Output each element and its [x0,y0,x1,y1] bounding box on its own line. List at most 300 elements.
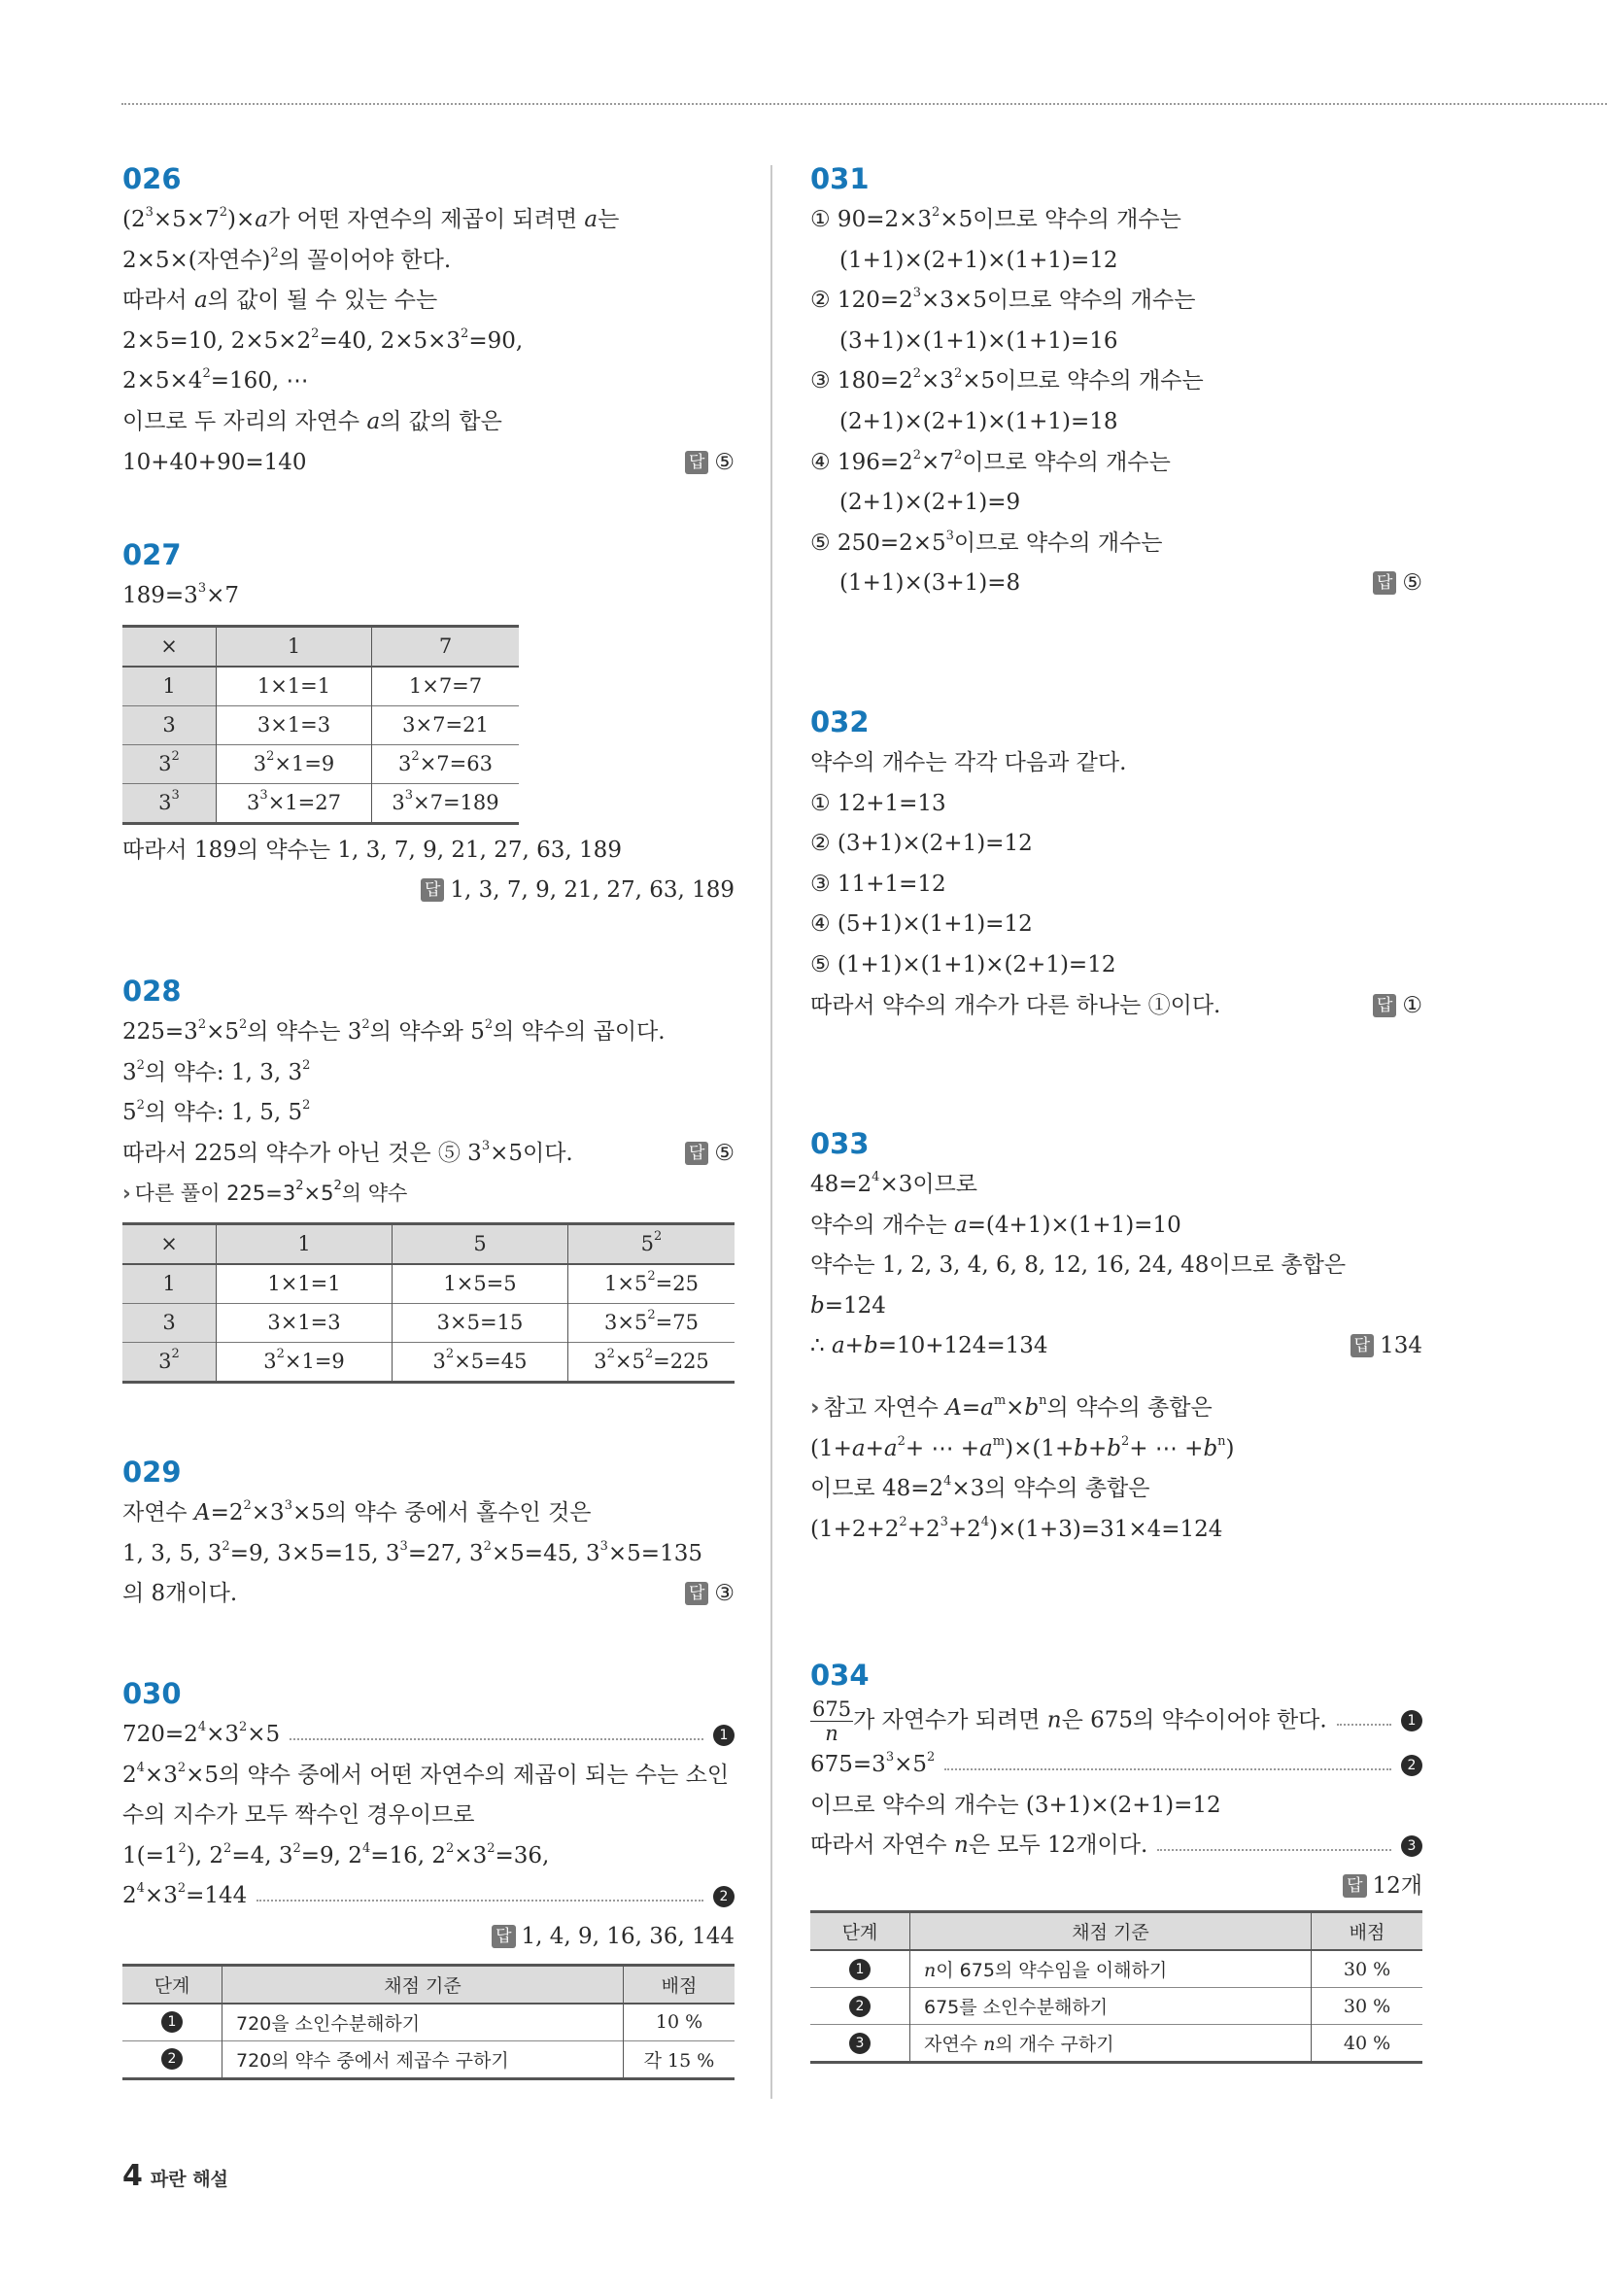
t: ×3 [251,1500,285,1525]
td: 3×1=3 [217,1303,393,1342]
t: 5 [640,1232,655,1256]
t: ×7 [206,583,239,608]
answer-value: 12개 [1372,1872,1422,1899]
line: (2+1)×(2+1)=9 [839,490,1021,516]
line: ② (3+1)×(2+1)=12 [810,831,1033,857]
t: =4, 3 [231,1842,293,1868]
td: 720의 약수 중에서 제곱수 구하기 [222,2040,624,2078]
t: ×3 [206,1722,239,1747]
t: 2 [912,447,922,463]
t: 3 [158,752,172,776]
t: 2 [361,1017,370,1032]
t: 48=2 [810,1172,872,1197]
line [122,1756,735,1797]
answer-tag: 답 [685,451,708,474]
answer-tag: 답 [1351,1334,1374,1357]
step-marker-2: 2 [713,1886,735,1907]
note-line [810,1510,1422,1551]
t: m [993,1392,1007,1408]
td [568,1303,735,1342]
t: 3 [122,1059,137,1085]
chevron-right-icon: › [122,1182,131,1206]
t: 3 [945,528,954,543]
td [122,783,217,823]
t: 2 [136,1098,145,1114]
t: b [1074,1435,1088,1461]
td: 3 [122,705,217,744]
t: A [193,1500,211,1525]
line [122,1534,735,1575]
t: ×3 [144,1762,178,1788]
t: 2 [177,1881,187,1897]
scoring-table [122,1964,735,2080]
t: 3 [404,788,413,804]
td: 30 % [1312,1950,1423,1988]
answer-tag: 답 [1343,1874,1366,1898]
line [122,1012,735,1053]
t: 가 어떤 자연수의 제곱이 되려면 [267,207,585,232]
td [372,783,520,823]
td [910,2025,1312,2063]
t: 2 [333,1179,342,1194]
t: 3 [940,1514,948,1529]
t: 4 [197,1720,207,1734]
t: ×3 [921,368,954,394]
t: =(4+1)×(1+1)=10 [967,1212,1181,1238]
step-marker-1: 1 [713,1725,735,1746]
t: ③ 180=2 [810,368,913,394]
line [810,986,1422,1027]
t: n [953,1833,969,1859]
answer-tag: 답 [685,1142,708,1165]
t: 3 [197,581,207,596]
leader-dots [290,1738,703,1740]
t: 4 [943,1474,952,1490]
line: 약수의 개수는 각각 다음과 같다. [810,750,1127,775]
line: ① 12+1=13 [810,790,946,816]
page-footer [122,2159,228,2193]
td [122,2040,222,2078]
t: n [1217,1433,1226,1449]
line [122,241,735,282]
t: 가 자연수가 되려면 [853,1707,1047,1732]
t: ×3 [454,1842,488,1868]
t: 이므로 약수의 개수는 [962,449,1171,475]
t: =225 [653,1350,709,1374]
t: + [844,1333,864,1359]
t: a [831,1333,845,1359]
t: ×7=189 [413,791,499,815]
t: 2 [897,1433,906,1449]
line [810,200,1422,241]
t: 2 [295,1179,304,1194]
td: 675를 소인수분해하기 [910,1988,1312,2025]
t: 2 [270,245,279,260]
t: 의 개수 구하기 [995,2034,1114,2056]
t: 이므로 48=2 [810,1476,944,1502]
t: 1, 3, 5, 3 [122,1540,222,1566]
t: 은 모두 12개이다. [968,1833,1148,1859]
t: 의 약수: 1, 5, 5 [144,1100,303,1126]
line [122,281,735,322]
t: 2 [606,1347,615,1362]
t: ×7=63 [419,752,493,776]
answer-tag: 답 [421,878,444,902]
t: ) [1225,1435,1235,1461]
t: ×7 [921,449,954,475]
problem-number: 029 [122,1456,182,1489]
t: 따라서 225의 약수가 아닌 것은 ⑤ 3 [122,1140,482,1166]
t: a [883,1435,898,1461]
t: 2 [927,1750,936,1765]
t: =25 [655,1272,699,1296]
t: a [366,408,381,434]
t [122,1715,280,1756]
t: 약수의 개수는 [810,1212,954,1238]
t: 2×5=10, 2×5×2 [122,327,312,354]
t: =16, 2 [370,1842,447,1868]
td [393,1342,568,1382]
problem-034 [810,1658,1422,2064]
t: b [1024,1394,1040,1421]
th: 1 [217,1223,393,1264]
chevron-right-icon: › [810,1394,820,1421]
t: 이므로 두 자리의 자연수 [122,408,367,434]
t: 2 [487,1840,496,1856]
t: a [980,1394,994,1421]
th [568,1223,735,1264]
t: ×5의 약수 중에서 홀수인 것은 [291,1500,592,1525]
t: 10+40+90=140 [122,449,307,475]
t: ×5이므로 약수의 개수는 [940,207,1181,232]
column-divider [770,165,772,2099]
line [122,1053,735,1094]
answer-tag: 답 [1373,994,1396,1017]
t: 2 [171,1347,180,1362]
th: 배점 [624,1965,735,2004]
step-marker: 3 [849,2033,871,2054]
problem-031 [810,161,1422,604]
t: × [1006,1394,1025,1421]
t: 3 [247,791,260,815]
t: )× [226,207,256,232]
t: 1(=1 [122,1842,179,1868]
td: 1 [122,667,217,706]
answer-tag: 답 [685,1582,708,1605]
th: 7 [372,626,520,667]
t: 2 [202,366,211,382]
book-label: 파란 해설 [150,2169,228,2190]
t: ×5=45, 3 [491,1540,600,1566]
td: 3 [122,1303,217,1342]
problem-number: 031 [810,162,870,195]
t: 자연수 [122,1500,194,1525]
line: (2+1)×(2+1)×(1+1)=18 [839,408,1118,434]
line [122,576,735,617]
problem-number: 026 [122,162,182,195]
t: ×5=135 [607,1540,702,1566]
t: ×5×7 [153,207,220,232]
line [122,1493,735,1534]
line [810,1165,1422,1206]
t: 3 [885,1750,895,1765]
td [217,783,372,823]
answer-value: ③ [714,1581,735,1607]
answer [685,1574,735,1615]
t: 자연수 [924,2034,984,2056]
problem-030 [122,1676,735,2080]
answer [1373,564,1422,604]
line [122,322,735,362]
t: 2 [266,749,275,765]
line [122,1093,735,1134]
line: 이므로 약수의 개수는 (3+1)×(2+1)=12 [810,1792,1221,1818]
td [217,1342,393,1382]
answer [810,1867,1422,1907]
line [122,361,735,402]
t: b [1107,1435,1121,1461]
t: 2 [912,366,922,382]
line [810,281,1422,322]
t: 2 [647,1269,656,1285]
td: 3×1=3 [217,705,372,744]
t: 의 약수는 3 [247,1019,362,1045]
t: 은 675의 약수이어야 한다. [1061,1707,1327,1732]
th: 채점 기준 [910,1912,1312,1951]
top-dotted-rule [121,103,1607,105]
answer-value: 134 [1380,1333,1422,1359]
leader-dots [1157,1849,1391,1851]
t: 3 [398,752,412,776]
t: ② 120=2 [810,288,913,314]
t: n [983,2034,996,2056]
t: 의 값의 합은 [380,408,502,434]
t: 3 [912,286,922,301]
t: 따라서 [122,288,194,314]
problem-number: 033 [810,1127,870,1160]
problem-026 [122,161,735,483]
t: + [865,1435,884,1461]
line [810,1745,1422,1786]
step-marker: 1 [161,2011,183,2033]
answer-value: ⑤ [1402,570,1422,597]
t: =40, 2×5×3 [319,327,462,354]
t: ×5 [894,1752,927,1777]
line [122,1715,735,1756]
t: =36, [495,1842,550,1868]
t: ×5 [206,1019,239,1045]
t: n [1046,1707,1062,1732]
line [122,1574,735,1615]
th: × [122,1223,217,1264]
t: =75 [655,1311,699,1335]
t: 4 [980,1514,990,1529]
t: + ⋯ + [1129,1435,1204,1461]
t: =9, 3×5=15, 3 [229,1540,400,1566]
answer [685,1134,735,1175]
line [810,1696,1422,1745]
fraction-numerator: 675 [812,1696,852,1721]
t: 3×5 [604,1311,648,1335]
answer [122,1917,735,1958]
t: 2 [445,1347,455,1362]
answer [1351,1326,1422,1367]
td [910,1950,1312,1988]
answer-value: ⑤ [714,1140,735,1166]
t [810,1697,1327,1745]
line [122,1876,735,1917]
t: ① 90=2×3 [810,207,933,232]
t: 2 [932,205,940,220]
answer-tag: 답 [492,1925,515,1948]
t: (1+2+2 [810,1516,900,1542]
t: 3 [259,788,268,804]
td: 1×1=1 [217,667,372,706]
line [122,443,735,484]
line: ③ 11+1=12 [810,871,946,897]
line: 수의 지수가 모두 짝수인 경우이므로 [122,1802,475,1829]
t: 4 [136,1881,145,1897]
t: 참고 자연수 [823,1394,946,1421]
t: 1×5 [604,1272,648,1296]
t: 4 [361,1840,371,1856]
th: 단계 [122,1965,222,2004]
divisor-table [122,1222,735,1384]
t: 2 [239,1017,248,1032]
note-line [810,1429,1422,1470]
t: 2 [647,1308,656,1323]
t: b [863,1333,878,1359]
t: m [992,1433,1006,1449]
note-line [810,1388,1422,1429]
th: 단계 [810,1912,910,1951]
t: 2 [136,1057,145,1073]
th: × [122,626,217,667]
t: ×5 [614,1350,645,1374]
problem-032 [810,704,1422,1026]
t [122,1876,247,1917]
t: =2 [210,1500,244,1525]
t: 2 [311,326,320,341]
fraction-denominator: n [825,1721,838,1745]
t: 3 [284,1498,292,1513]
line [122,402,735,443]
t: 2 [484,1017,494,1032]
line [122,1134,735,1175]
t: 따라서 자연수 [810,1833,954,1859]
divisor-table [122,625,519,825]
t: ×5이다. [490,1140,573,1166]
line [810,1286,1422,1327]
th: 배점 [1312,1912,1423,1951]
line [810,1206,1422,1247]
problem-number: 028 [122,975,182,1008]
problem-033 [810,1126,1422,1550]
line [810,1826,1422,1867]
t: n [1039,1392,1047,1408]
t: 3 [253,752,267,776]
t: 2 [461,326,469,341]
t: a [851,1435,866,1461]
t: ×3이므로 [879,1172,978,1197]
t: 의 약수 [341,1182,408,1206]
td: 각 15 % [624,2040,735,2078]
th: 5 [393,1223,568,1264]
leader-dots [256,1900,703,1902]
t: 2 [197,1017,207,1032]
line [810,1326,1422,1367]
t: 2 [411,749,420,765]
td [810,1950,910,1988]
line [122,1836,735,1877]
t: 2 [302,1057,311,1073]
line [810,361,1422,402]
line: ⑤ (1+1)×(1+1)×(2+1)=12 [810,951,1116,977]
t: 720=2 [122,1722,198,1747]
t: 의 약수와 5 [369,1019,485,1045]
td: 1×7=7 [372,667,520,706]
t: =10+124=134 [877,1333,1048,1359]
t: 225=3 [122,1019,198,1045]
t: 2 [239,1720,248,1734]
t: 2 [276,1347,285,1362]
problem-number: 030 [122,1677,182,1710]
t: ⑤ 250=2×5 [810,530,946,556]
t: 3 [481,1138,491,1153]
t: ×1=27 [267,791,341,815]
t: 2 [899,1514,907,1529]
t: 3 [171,788,180,804]
t: =90, [468,327,524,354]
t: 2 [223,1840,232,1856]
t: 따라서 약수의 개수가 다른 하나는 ①이다. [810,992,1221,1018]
t: =160, ⋯ [210,368,309,394]
t: 2 [219,205,227,220]
td [217,744,372,783]
t: a [255,207,268,232]
t: 2 [178,1840,187,1856]
t: b [1203,1435,1218,1461]
t: 5 [122,1100,137,1126]
t: = [961,1394,981,1421]
t: 3 [594,1350,607,1374]
t: 2 [243,1498,252,1513]
t: ④ 196=2 [810,449,913,475]
th: 1 [217,626,372,667]
t: a [584,207,598,232]
t: =27, 3 [407,1540,484,1566]
t: 2 [292,1840,301,1856]
line: 약수는 1, 2, 3, 4, 6, 8, 12, 16, 24, 48이므로 총합은 [810,1252,1347,1279]
t: ×5=45 [454,1350,528,1374]
t: 4 [872,1170,880,1184]
t: 2 [177,1760,187,1775]
t: 의 약수: 1, 3, 3 [144,1059,303,1085]
t: ×5이므로 약수의 개수는 [962,368,1204,394]
problem-number: 034 [810,1659,870,1692]
td [568,1342,735,1382]
t: 의 약수의 곱이다. [493,1019,666,1045]
t: n [924,1960,937,1982]
leader-dots [944,1768,1391,1770]
t: 2 [1120,1433,1130,1449]
t: 4 [136,1760,145,1775]
t: ×3×5이므로 약수의 개수는 [921,288,1196,314]
td [568,1264,735,1304]
t: +2 [947,1516,981,1542]
t: =144 [186,1883,248,1909]
step-marker: 2 [161,2048,183,2070]
